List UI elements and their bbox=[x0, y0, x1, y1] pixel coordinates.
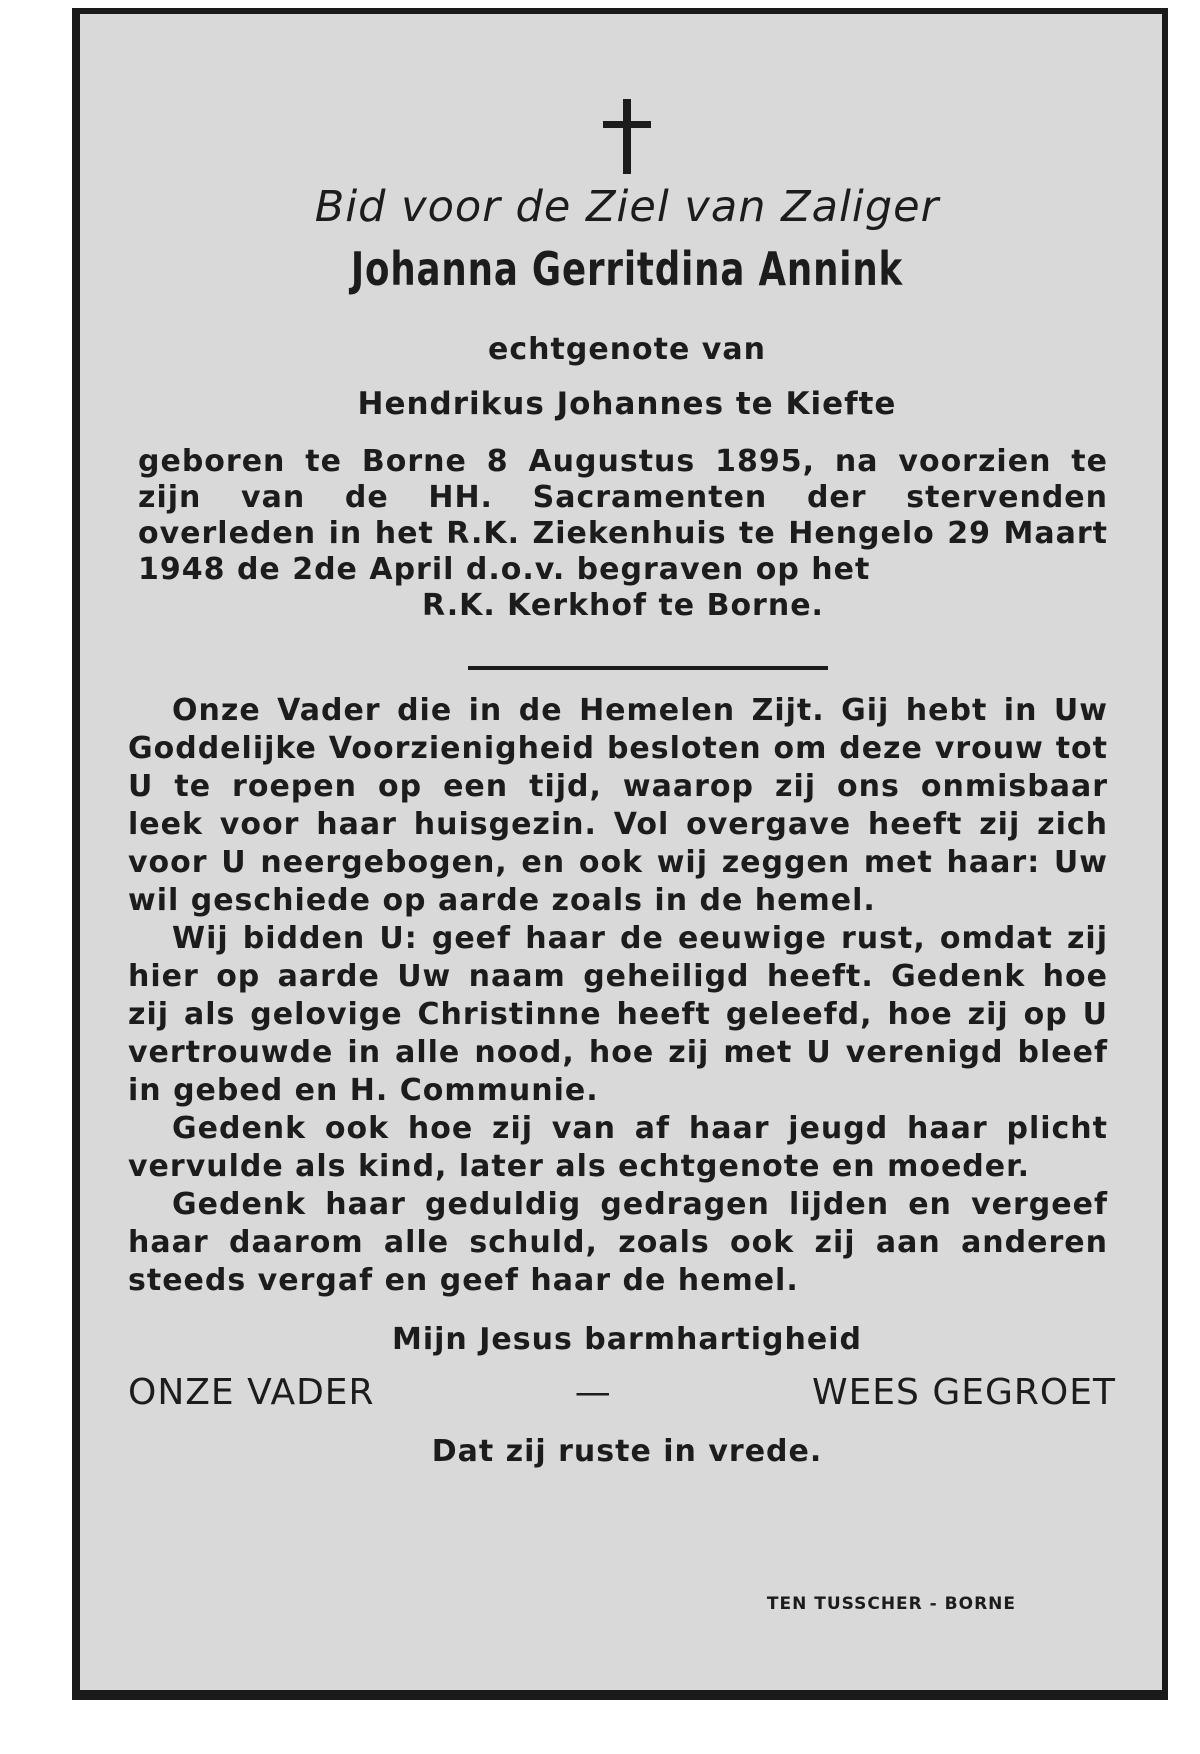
prayer-text bbox=[128, 692, 1108, 1300]
prayer-dash: — bbox=[574, 1372, 612, 1413]
prayer-left: ONZE VADER bbox=[128, 1372, 375, 1413]
biography-last-line: R.K. Kerkhof te Borne. bbox=[422, 588, 824, 623]
prayer-paragraph: Wij bidden U: geef haar de eeuwige rust, omdat zij hier op aarde Uw naam geheiligd heeft. Gedenk hoe zij als gelovige Christinne heeft geleefd, hoe zij op U vertrouwde in alle nood, hoe zij met U verenigd bleef in gebed en H. Communie. bbox=[128, 921, 1108, 1108]
rest-line: Dat zij ruste in vrede. bbox=[431, 1434, 823, 1469]
prayer-paragraph: Onze Vader die in de Hemelen Zijt. Gij hebt in Uw Goddelijke Voorzienigheid besloten om deze vrouw tot U te roepen op een tijd, waarop zij ons onmisbaar leek voor haar huisgezin. Vol overgave heeft zij zich voor U neergebogen, en ook wij zeggen met haar: Uw wil geschiede op aarde zoals in de hemel. bbox=[128, 693, 1108, 918]
biography-text: geboren te Borne 8 Augustus 1895, na voorzien te zijn van de HH. Sacramenten der stervenden overleden in het R.K. Ziekenhuis te Hengelo 29 Maart 1948 de 2de April d.o.v. begraven op het bbox=[138, 444, 1108, 587]
card-content bbox=[128, 14, 1126, 1690]
biography bbox=[138, 444, 1108, 624]
closing-line: Mijn Jesus barmhartigheid bbox=[392, 1322, 862, 1357]
prayer-paragraph: Gedenk haar geduldig gedragen lijden en vergeef haar daarom alle schuld, zoals ook zij aan anderen steeds vergaf en geef haar de hemel. bbox=[128, 1187, 1108, 1298]
deceased-name: Johanna Gerritdina Annink bbox=[350, 242, 904, 296]
prayer-names bbox=[128, 1372, 1116, 1413]
prayer-title: Bid voor de Ziel van Zaliger bbox=[314, 182, 940, 232]
prayer-paragraph: Gedenk ook hoe zij van af haar jeugd haar plicht vervulde als kind, later als echtgenote en moeder. bbox=[128, 1111, 1108, 1184]
prayer-right: WEES GEGROET bbox=[811, 1372, 1116, 1413]
spouse-label: echtgenote van bbox=[488, 332, 766, 367]
cross-icon bbox=[603, 99, 651, 174]
memorial-card bbox=[72, 8, 1168, 1700]
spouse-name: Hendrikus Johannes te Kiefte bbox=[357, 386, 897, 422]
printer-credit: TEN TUSSCHER - BORNE bbox=[766, 1594, 1016, 1614]
divider bbox=[468, 666, 828, 670]
